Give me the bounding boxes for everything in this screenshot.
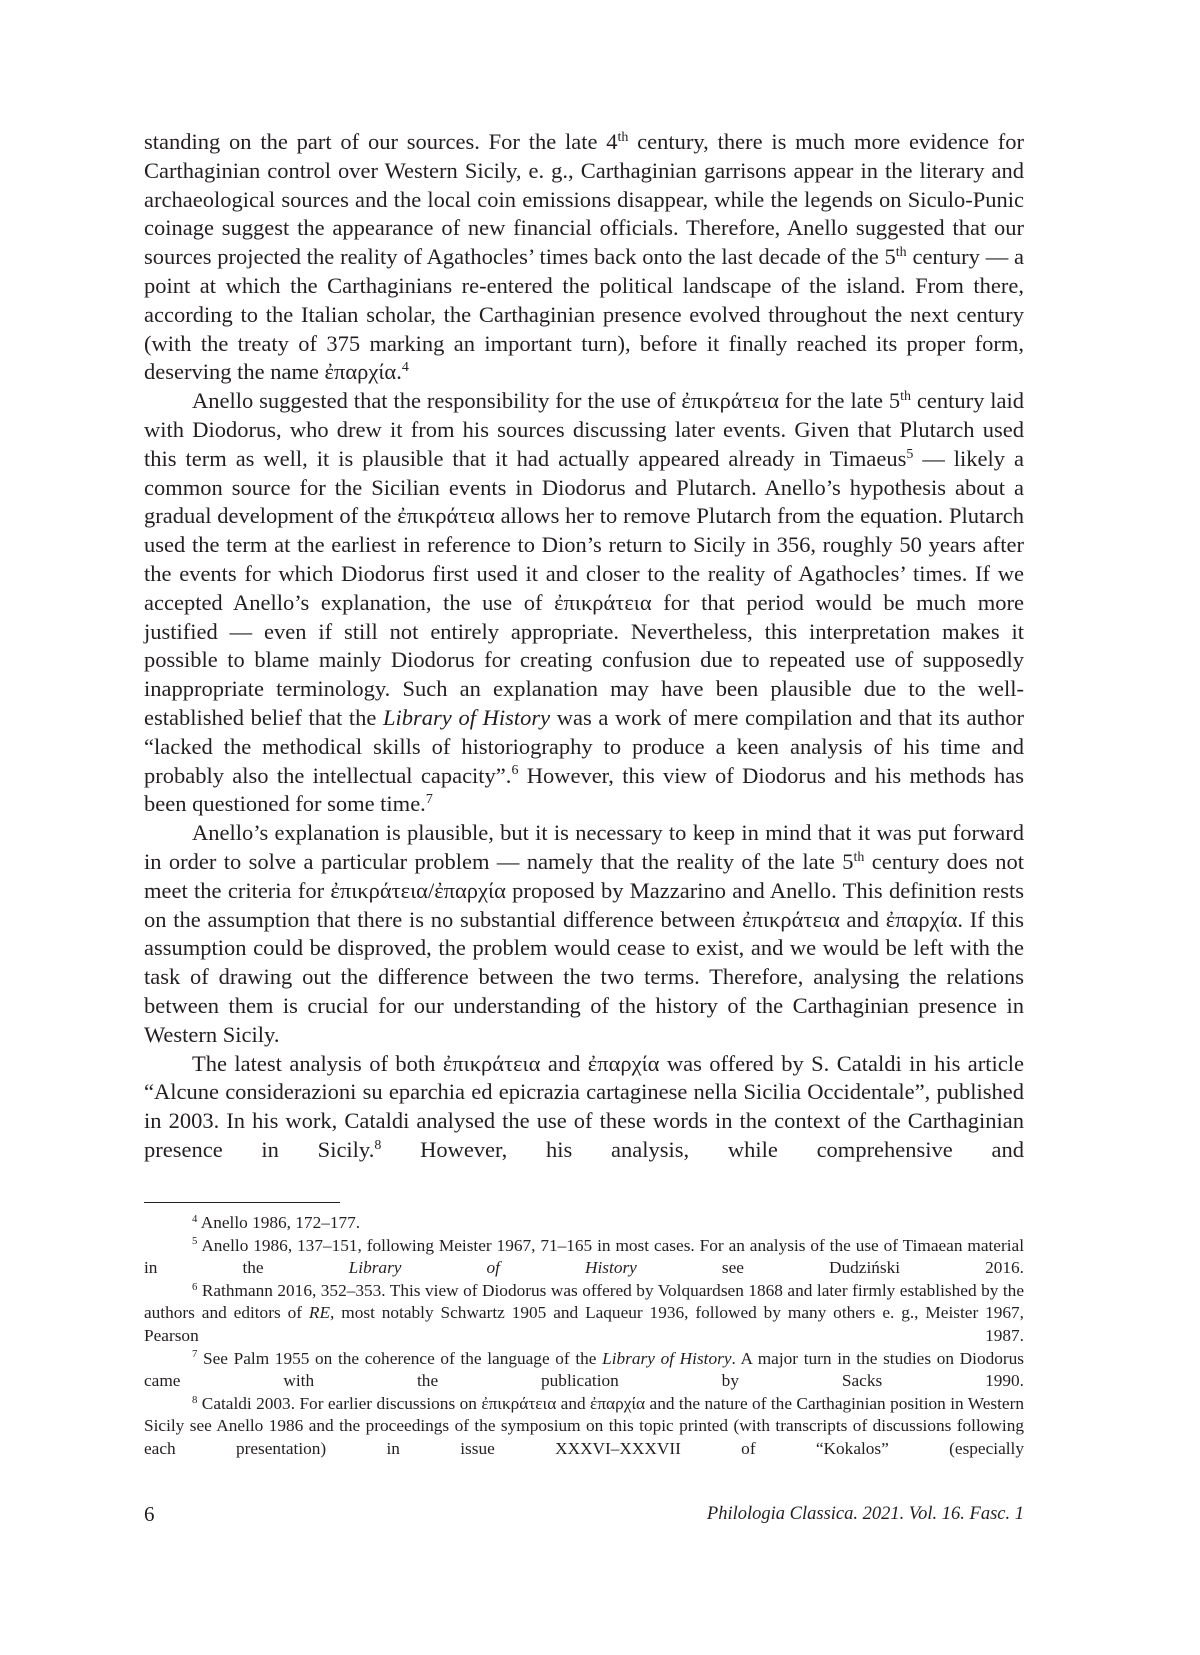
text-run: Anello’s explanation is plausible, but it is necessary to keep in mind that it was put forward in order to solve a particular problem — namely that the reality of the late 5	[144, 820, 1024, 874]
footnote-divider	[144, 1202, 340, 1203]
text-run: However, this view of Diodorus and his methods has been questioned for some time.	[144, 762, 1025, 817]
footnote-5	[144, 1235, 1024, 1280]
text-run: century, there is much more evidence for Carthaginian control over Western Sicily, e. g., Carthaginian garrisons appear in the literary and archaeological sources and the local coin emissions disappear, while the legends on Siculo-Punic coinage suggest the appearance of new financial officials. Therefore, Anello suggested that our sources projected the reality of Agathocles’ times back onto the last decade of the 5	[144, 129, 1024, 270]
note-marker: 6	[192, 1280, 198, 1293]
note-marker: 7	[192, 1348, 198, 1361]
paragraph-3	[144, 819, 1024, 1049]
note-marker: 4	[192, 1212, 198, 1225]
note-marker: th	[853, 849, 865, 865]
text-run: standing on the part of our sources. For the late 4	[144, 129, 618, 154]
text-run: century laid with Diodorus, who drew it from his sources discussing later events. Given that Plutarch used this term as well, it is plausible that it had actually appeared already in Timaeus	[144, 388, 1024, 471]
note-marker: 5	[192, 1235, 198, 1248]
text-run: — likely a common source for the Sicilian events in Diodorus and Plutarch. Anello’s hypothesis about a gradual development of the ἐπικράτεια allows her to remove Plutarch from the equation. Plutarch used the term at the earliest in reference to Dion’s return to Sicily in 356, roughly 50 years after the events for which Diodorus first used it and closer to the reality of Agathocles’ times. If we accepted Anello’s explanation, the use of ἐπικράτεια for that period would be much more justified — even if still not entirely appropriate. Nevertheless, this interpretation makes it possible to blame mainly Diodorus for creating confusion due to repeated use of supposedly inappropriate terminology. Such an explanation may have been plausible due to the well-established belief that the	[144, 445, 1024, 730]
footnote-6	[144, 1280, 1024, 1348]
italic-text: Library of History	[602, 1348, 732, 1368]
note-marker: 5	[906, 446, 914, 462]
text-run: The latest analysis of both ἐπικράτεια and ἐπαρχία was offered by S. Cataldi in his article “Alcune considerazioni su eparchia ed epicrazia cartaginese nella Sicilia Occidentale”, published in 2003. In his work, Cataldi analysed the use of these words in the context of the Carthaginian presence in Sicily.	[144, 1050, 1024, 1162]
footnote-8	[144, 1393, 1024, 1461]
note-marker: th	[617, 129, 629, 145]
note-marker: th	[895, 245, 907, 261]
paragraph-1	[144, 128, 1024, 387]
text-run: However, his analysis, while comprehensive and	[381, 1136, 1024, 1162]
text-run: , most notably Schwartz 1905 and Laqueur 1936, followed by many others e. g., Meister 1967, Pearson 1987.	[144, 1303, 1024, 1345]
text-run: Anello suggested that the responsibility for the use of ἐπικράτεια for the late 5	[192, 388, 901, 414]
note-marker: th	[900, 389, 911, 405]
text-run: Rathmann 2016, 352–353. This view of Diodorus was offered by Volquardsen 1868 and later firmly established by the authors and editors of	[144, 1280, 1024, 1323]
paragraph-2	[144, 387, 1024, 819]
text-run: Anello 1986, 172–177.	[197, 1213, 361, 1232]
journal-citation: Philologia Classica. 2021. Vol. 16. Fasc. 1	[706, 1504, 1024, 1524]
note-marker: 4	[401, 360, 409, 376]
note-marker: 6	[511, 763, 519, 779]
italic-text: Library of History	[348, 1258, 637, 1278]
paragraph-4	[144, 1050, 1024, 1165]
text-run: was a work of mere compilation and that its author “lacked the methodical skills of historiography to produce a keen analysis of his time and probably also the intellectual capacity”.	[144, 704, 1025, 788]
italic-text: Library of History	[383, 704, 551, 730]
footnotes	[144, 1212, 1024, 1461]
note-marker: 8	[192, 1393, 198, 1406]
page-number: 6	[144, 1502, 155, 1526]
text-run: Cataldi 2003. For earlier discussions on ἐπικράτεια and ἐπαρχία and the nature of the Carthaginian position in Western Sicily see Anello 1986 and the proceedings of the symposium on this topic printed (with transcripts of discussions following each presentation) in issue XXXVI–XXXVII of “Kokalos” (especially	[144, 1393, 1024, 1458]
note-marker: 7	[425, 792, 433, 808]
footnote-4	[144, 1212, 1024, 1235]
text-run: see Dudziński 2016.	[636, 1258, 1024, 1278]
text-run: See Palm 1955 on the coherence of the language of the	[197, 1348, 603, 1368]
text-run: century — a point at which the Carthaginians re-entered the political landscape of the island. From there, according to the Italian scholar, the Carthaginian presence evolved throughout the next century (with the treaty of 375 marking an important turn), before it finally reached its proper form, deserving the name ἐπαρχία.	[144, 244, 1024, 385]
text-run: century does not meet the criteria for ἐπικράτεια/ἐπαρχία proposed by Mazzarino and Anello. This definition rests on the assumption that there is no substantial difference between ἐπικράτεια and ἐπαρχία. If this assumption could be disproved, the problem would cease to exist, and we would be left with the task of drawing out the difference between the two terms. Therefore, analysing the relations between them is crucial for our understanding of the history of the Carthaginian presence in Western Sicily.	[144, 848, 1024, 1047]
italic-text: RE	[308, 1303, 331, 1323]
text-run: . A major turn in the studies on Diodorus came with the publication by Sacks 1990.	[144, 1348, 1024, 1391]
text-run: Anello 1986, 137–151, following Meister 1967, 71–165 in most cases. For an analysis of the use of Timaean material in the	[144, 1235, 1024, 1278]
body-text	[144, 128, 1024, 1165]
footnote-7	[144, 1348, 1024, 1393]
note-marker: 8	[374, 1137, 382, 1153]
